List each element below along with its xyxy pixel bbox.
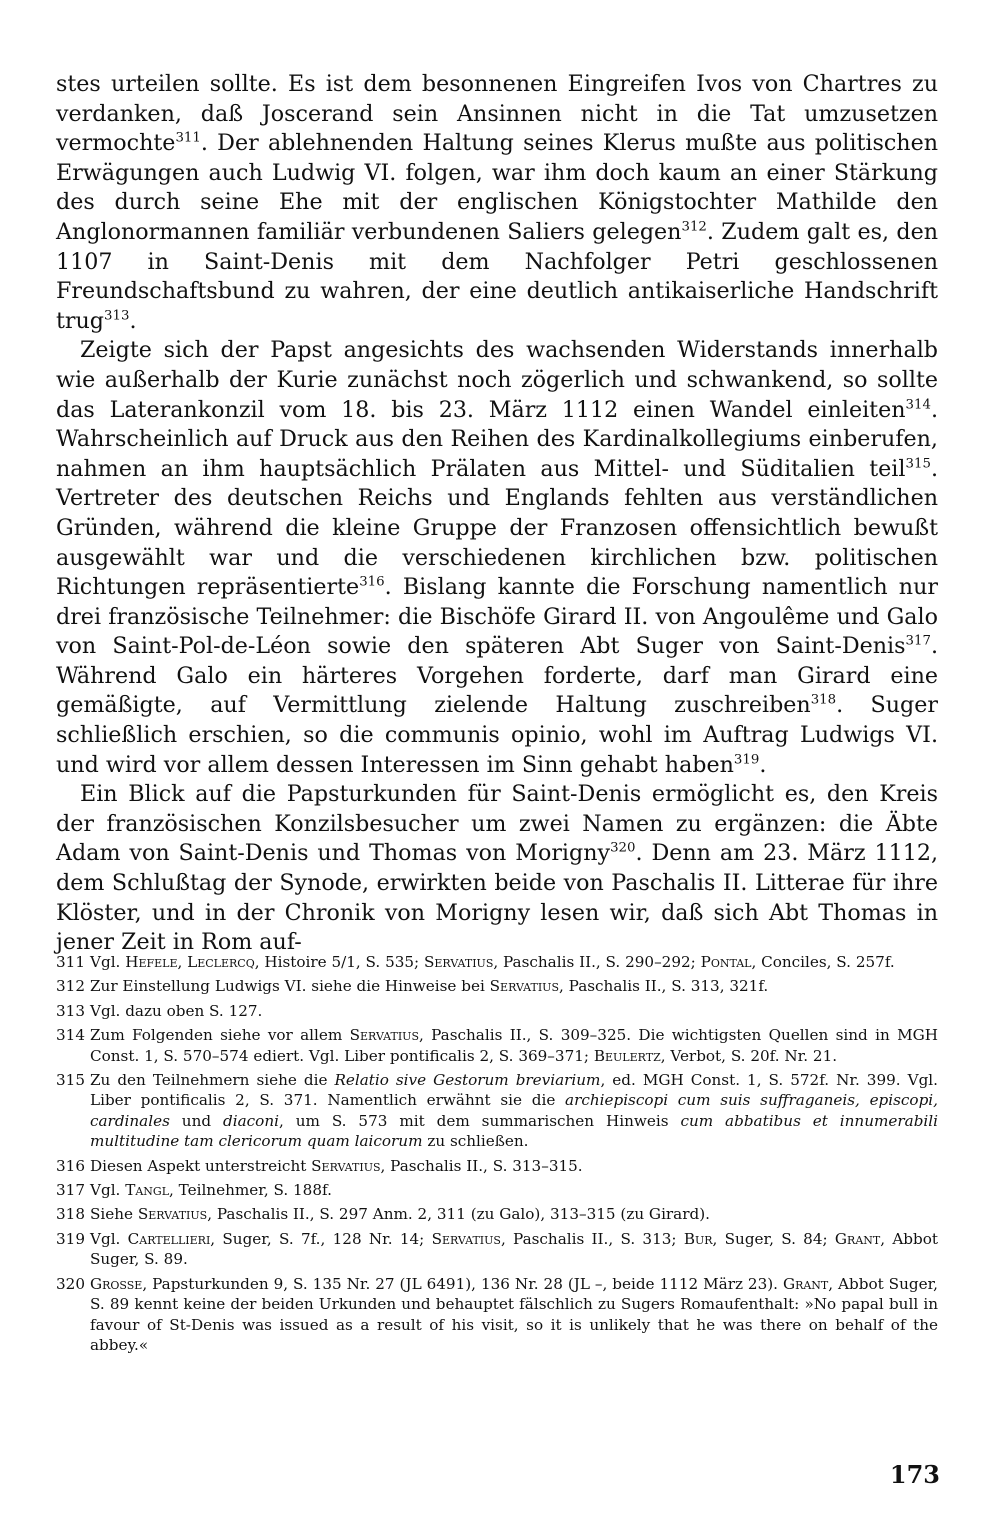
footnote-number: 314: [56, 1026, 85, 1045]
author-name: Beulertz: [593, 1046, 661, 1065]
footnote-text: , Paschalis II., S. 297 Anm. 2, 311 (zu Galo), 313–315 (zu Girard).: [207, 1205, 710, 1224]
footnote-ref: 316: [359, 574, 385, 590]
latin-quote: archiepiscopi cum suis suffraganeis, episcopi, cardinales: [90, 1091, 938, 1130]
footnote-text: Vgl.: [90, 1181, 126, 1200]
footnote-text: Vgl.: [90, 1229, 128, 1248]
footnote-ref: 311: [175, 130, 201, 146]
author-name: Hefele, Leclercq: [125, 953, 255, 971]
footnote: [56, 1070, 938, 1152]
footnote-text: Diesen Aspekt unterstreicht: [90, 1156, 312, 1175]
page-number: 173: [889, 1460, 940, 1489]
footnote-text: , Conciles, S. 257f.: [751, 953, 895, 971]
footnote-text: , ed. MGH Const. 1, S. 572f. Nr. 399. Vgl. Liber pontificalis 2, S. 371. Namentlich erwähnt sie die: [90, 1071, 938, 1110]
footnote-ref: 314: [905, 397, 931, 413]
footnote-number: 313: [56, 1001, 85, 1020]
footnote-text: und: [169, 1111, 224, 1130]
footnote-ref: 320: [610, 841, 636, 857]
footnote: [56, 1001, 938, 1021]
footnote-number: 311: [56, 953, 85, 971]
footnote-text: Siehe: [90, 1205, 138, 1224]
footnote-text: Zu den Teilnehmern siehe die: [90, 1071, 335, 1090]
footnote-text: , Paschalis II., S. 313, 321f.: [559, 977, 769, 996]
footnote-number: 317: [56, 1181, 85, 1200]
footnote: [56, 1229, 938, 1270]
footnote-text: , Suger, S. 7f., 128 Nr. 14;: [210, 1229, 432, 1248]
footnote: [56, 1204, 938, 1224]
footnote: [56, 1274, 938, 1356]
footnotes: [56, 952, 938, 1359]
footnote-text: zu schließen.: [422, 1132, 529, 1151]
footnote-number: 320: [56, 1274, 85, 1293]
footnote-number: 316: [56, 1156, 85, 1175]
author-name: Servatius: [431, 1229, 501, 1248]
footnote-number: 319: [56, 1229, 85, 1248]
footnote: [56, 1025, 938, 1066]
footnote-number: 318: [56, 1205, 85, 1224]
footnote-text: , Histoire 5/1, S. 535;: [254, 953, 424, 971]
author-name: Cartellieri: [127, 1229, 211, 1248]
latin-quote: cum abbatibus et innumerabili multitudine tam clericorum quam laicorum: [90, 1111, 938, 1151]
footnote-text: , um S. 573 mit dem summarischen Hinweis: [278, 1111, 681, 1130]
author-name: Servatius: [137, 1205, 208, 1224]
paragraph-3: Ein Blick auf die Papsturkunden für Saint-Denis ermöglicht es, den Kreis der französischen Konzilsbesucher um zwei Namen zu ergänzen: die Äbte Adam von Saint-Denis und Thomas von Morigny$^{320}$. Denn am 23. März 1112, dem Schlußtag der Synode, erwirkten beide von Paschalis II. Litterae für ihre Klöster, und in der Chronik von Morigny lesen wir, daß sich Abt Thomas in jener Zeit in Rom auf-: [56, 781, 939, 956]
footnote-number: 312: [56, 977, 85, 996]
footnote-text: Zur Einstellung Ludwigs VI. siehe die Hinweise bei: [90, 977, 490, 996]
footnote-text: , Abbot Suger, S. 89 kennt keine der beiden Urkunden und behauptet fälschlich zu Sugers Romaufenthalt: »No papal bull in favour of St-Denis was issued as a result of his visit, so it is unlikely that he was there on behalf of the abbey.«: [90, 1274, 938, 1354]
author-name: Grosse: [90, 1274, 143, 1293]
footnote: [56, 1156, 938, 1176]
footnote-ref: 319: [733, 752, 760, 768]
footnote-text: , Papsturkunden 9, S. 135 Nr. 27 (JL 6491), 136 Nr. 28 (JL –, beide 1112 März 23).: [142, 1274, 783, 1293]
latin-quote: Relatio sive Gestorum breviarium: [334, 1071, 601, 1090]
paragraph-1: stes urteilen sollte. Es ist dem besonnenen Eingreifen Ivos von Chartres zu verdanken, daß Joscerand sein Ansinnen nicht in die Tat umzusetzen vermochte$^{311}$. Der ablehnenden Haltung seines Klerus mußte aus politischen Erwägungen auch Ludwig VI. folgen, war ihm doch kaum an einer Stärkung des durch seine Ehe mit der englischen Königstochter Mathilde den Anglonormannen familiär verbundenen Saliers gelegen$^{312}$. Zudem galt es, den 1107 in Saint-Denis mit dem Nachfolger Petri geschlossenen Freundschaftsbund zu wahren, der eine deutlich antikaiserliche Handschrift trug$^{313}$.: [56, 71, 939, 334]
footnote-ref: 317: [905, 633, 931, 649]
footnote-text: , Paschalis II., S. 313;: [500, 1229, 684, 1248]
author-name: Servatius: [311, 1156, 381, 1175]
author-name: Grant: [834, 1229, 881, 1248]
footnote: [56, 1180, 938, 1200]
footnote-text: Vgl.: [90, 953, 126, 971]
footnote: [56, 976, 938, 996]
author-name: Grant: [782, 1274, 829, 1293]
footnote-number: 315: [56, 1071, 85, 1090]
footnote-ref: 315: [905, 456, 931, 472]
footnote-text: Vgl. dazu oben S. 127.: [90, 1001, 263, 1020]
author-name: Servatius: [424, 953, 494, 971]
footnote-ref: 313: [104, 308, 130, 324]
author-name: Tangl: [125, 1181, 169, 1200]
author-name: Bur: [683, 1229, 713, 1248]
author-name: Servatius: [349, 1026, 419, 1045]
footnote-text: , Paschalis II., S. 309–325. Die wichtigsten Quellen sind in MGH Const. 1, S. 570–574 ediert. Vgl. Liber pontificalis 2, S. 369–371;: [90, 1026, 938, 1065]
footnote-text: , Paschalis II., S. 290–292;: [493, 953, 701, 971]
footnote-text: , Verbot, S. 20f. Nr. 21.: [660, 1046, 838, 1065]
footnote-text: , Paschalis II., S. 313–315.: [380, 1156, 583, 1175]
footnote: [56, 952, 938, 972]
latin-quote: diaconi: [223, 1111, 279, 1130]
author-name: Pontal: [700, 953, 752, 971]
footnote-text: , Abbot Suger, S. 89.: [90, 1229, 938, 1269]
footnote-ref: 318: [810, 693, 837, 709]
main-text: [56, 70, 938, 958]
paragraph-2: Zeigte sich der Papst angesichts des wachsenden Widerstands innerhalb wie außerhalb der Kurie zunächst noch zögerlich und schwankend, so sollte das Laterankonzil vom 18. bis 23. März 1112 einen Wandel einleiten$^{314}$. Wahrscheinlich auf Druck aus den Reihen des Kardinalkollegiums einberufen, nahmen an ihm hauptsächlich Prälaten aus Mittel- und Süditalien teil$^{315}$. Vertreter des deutschen Reichs und Englands fehlten aus verständlichen Gründen, während die kleine Gruppe der Franzosen offensichtlich bewußt ausgewählt war und die verschiedenen kirchlichen bzw. politischen Richtungen repräsentierte$^{316}$. Bislang kannte die Forschung namentlich nur drei französische Teilnehmer: die Bischöfe Girard II. von Angoulême und Galo von Saint-Pol-de-Léon sowie den späteren Abt Suger von Saint-Denis$^{317}$. Während Galo ein härteres Vorgehen forderte, darf man Girard eine gemäßigte, auf Vermittlung zielende Haltung zuschreiben$^{318}$. Suger schließlich erschien, so die communis opinio, wohl im Auftrag Ludwigs VI. und wird vor allem dessen Interessen im Sinn gehabt haben$^{319}$.: [56, 337, 938, 778]
footnote-text: Zum Folgenden siehe vor allem: [90, 1026, 350, 1045]
author-name: Servatius: [489, 977, 559, 996]
footnote-text: , Suger, S. 84;: [712, 1229, 835, 1248]
footnote-text: , Teilnehmer, S. 188f.: [169, 1181, 332, 1200]
footnote-ref: 312: [681, 219, 707, 235]
